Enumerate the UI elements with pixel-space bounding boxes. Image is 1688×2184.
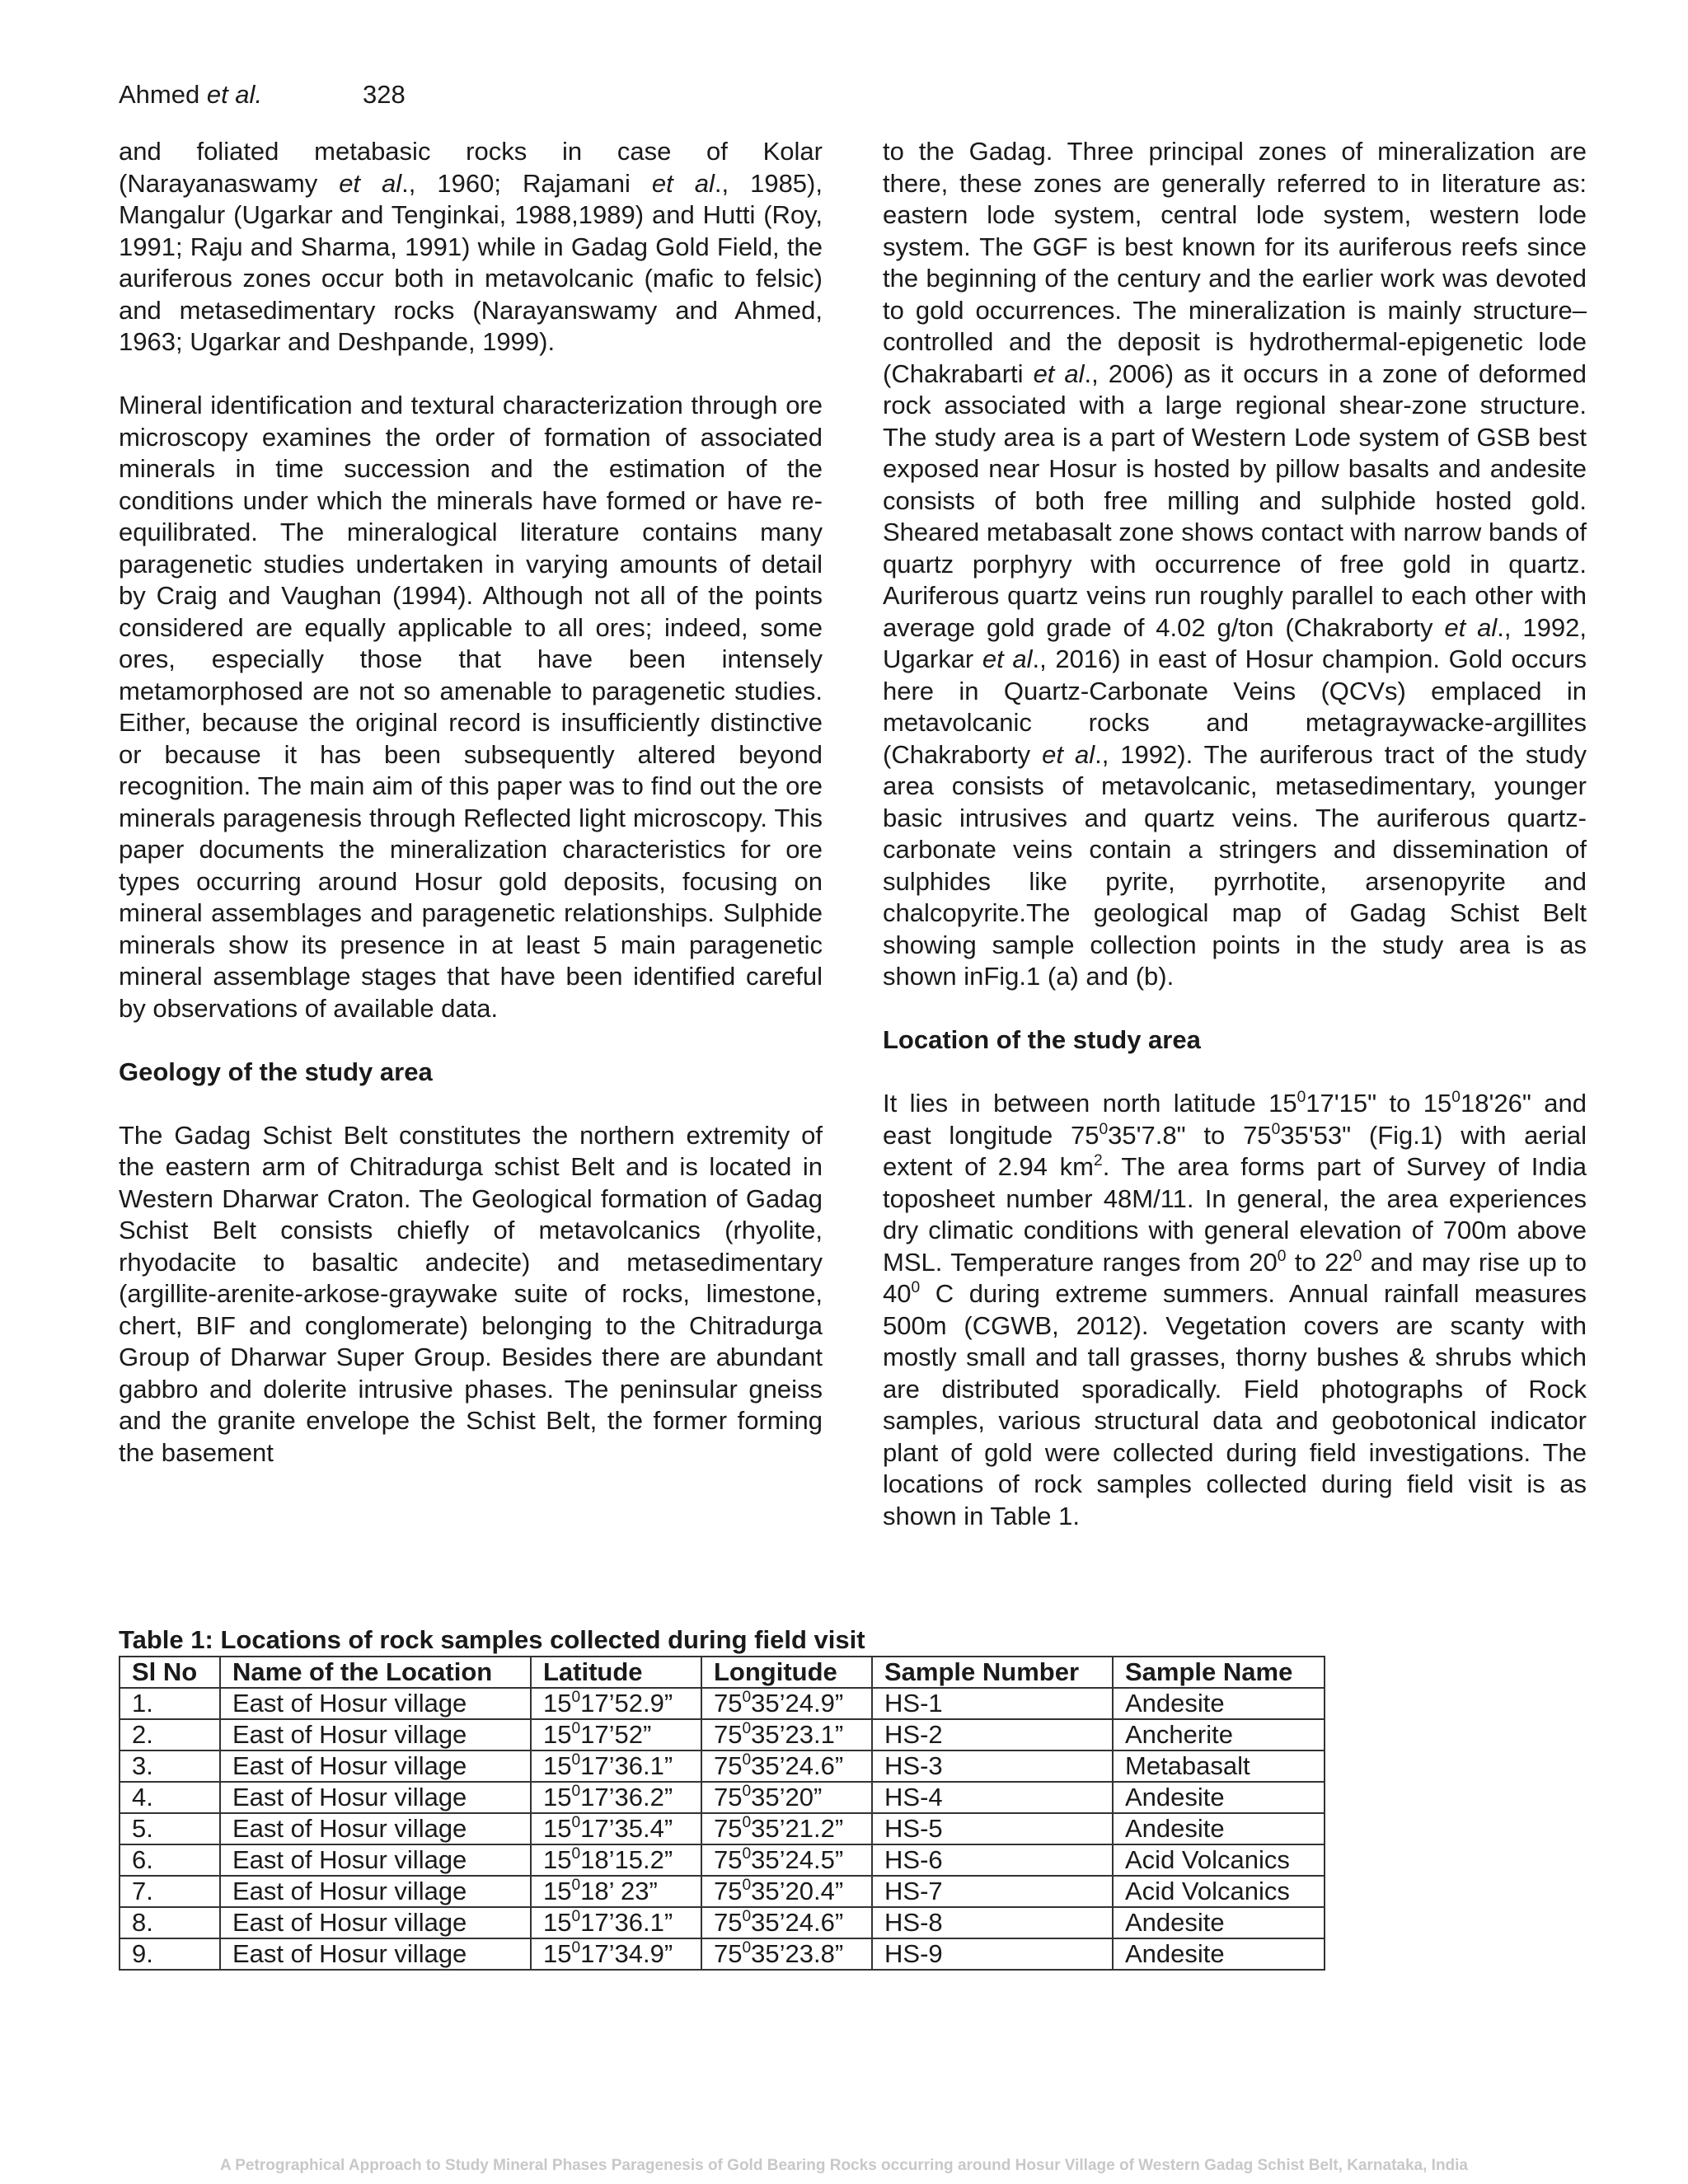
cell-location: East of Hosur village: [220, 1938, 531, 1970]
cell-longitude: $75^035’24.9$”: [701, 1688, 872, 1719]
italic-text: et al: [339, 168, 402, 198]
column-header: Longitude: [701, 1657, 872, 1688]
italic-text: et al: [1042, 739, 1095, 769]
cell-sl-no: 3.: [120, 1750, 220, 1782]
cell-sl-no: 8.: [120, 1907, 220, 1938]
right-paragraph-1: to the Gadag. Three principal zones of mineralization are there, these zones are generally referred to in literature as: eastern lode system, central lode system, western lode system. The GGF is best known for its auriferous reefs since the beginning of the century and the earlier work was devoted to gold occurrences. The mineralization is mainly structure–controlled and the deposit is hydrothermal-epigenetic lode (Chakrabarti et al., 2006) as it occurs in a zone of deformed rock associated with a large regional shear-zone structure. The study area is a part of Western Lode system of GSB best exposed near Hosur is hosted by pillow basalts and andesite consists of both free milling and sulphide hosted gold. Sheared metabasalt zone shows contact with narrow bands of quartz porphyry with occurrence of free gold in quartz. Auriferous quartz veins run roughly parallel to each other with average gold grade of 4.02 g/ton (Chakraborty et al., 1992, Ugarkar et al., 2016) in east of Hosur champion. Gold occurs here in Quartz-Carbonate Veins (QCVs) emplaced in metavolcanic rocks and metagraywacke-argillites (Chakraborty et al., 1992). The auriferous tract of the study area consists of metavolcanic, metasedimentary, younger basic intrusives and quartz veins. The auriferous quartz-carbonate veins contain a stringers and dissemination of sulphides like pyrite, pyrrhotite, arsenopyrite and chalcopyrite.The geological map of Gadag Schist Belt showing sample collection points in the study area is as shown inFig.1 (a) and (b).: [883, 137, 1587, 991]
column-header: Sample Number: [872, 1657, 1113, 1688]
left-column: [119, 136, 823, 1469]
superscript: 0: [1271, 1120, 1281, 1138]
cell-location: East of Hosur village: [220, 1688, 531, 1719]
table-1: [119, 1625, 1325, 1971]
column-header: Sl No: [120, 1657, 220, 1688]
left-paragraph-1: and foliated metabasic rocks in case of Kolar (Narayanaswamy et al., 1960; Rajamani et al., 1985), Mangalur (Ugarkar and Tenginkai, 1988,1989) and Hutti (Roy, 1991; Raju and Sharma, 1991) while in Gadag Gold Field, the auriferous zones occur both in metavolcanic (mafic to felsic) and metasedimentary rocks (Narayanswamy and Ahmed, 1963; Ugarkar and Deshpande, 1999).: [119, 137, 823, 356]
cell-sl-no: 2.: [120, 1719, 220, 1750]
cell-longitude: $75^035’21.2$”: [701, 1813, 872, 1844]
cell-location: East of Hosur village: [220, 1782, 531, 1813]
italic-text: et al: [982, 644, 1033, 673]
cell-sample-number: HS-8: [872, 1907, 1113, 1938]
cell-sample-number: HS-3: [872, 1750, 1113, 1782]
italic-text: et al: [1444, 612, 1498, 642]
cell-sample-number: HS-2: [872, 1719, 1113, 1750]
cell-sample-name: Acid Volcanics: [1113, 1876, 1325, 1907]
cell-sample-name: Andesite: [1113, 1782, 1325, 1813]
cell-latitude: $15^017’52$”: [531, 1719, 701, 1750]
cell-sample-number: HS-5: [872, 1813, 1113, 1844]
table-header-row: [120, 1657, 1325, 1688]
cell-latitude: $15^018$’ 23”: [531, 1876, 701, 1907]
cell-location: East of Hosur village: [220, 1719, 531, 1750]
cell-sl-no: 4.: [120, 1782, 220, 1813]
superscript: 0: [1099, 1120, 1109, 1138]
cell-longitude: $75^035’20$”: [701, 1782, 872, 1813]
cell-sample-name: Andesite: [1113, 1938, 1325, 1970]
superscript: 0: [1353, 1247, 1362, 1265]
cell-sl-no: 1.: [120, 1688, 220, 1719]
right-column: [883, 136, 1587, 1532]
table-row: [120, 1688, 1325, 1719]
cell-sample-number: HS-1: [872, 1688, 1113, 1719]
cell-sample-name: Acid Volcanics: [1113, 1844, 1325, 1876]
cell-latitude: $15^017’36.1$”: [531, 1907, 701, 1938]
cell-sample-number: HS-6: [872, 1844, 1113, 1876]
cell-latitude: $15^018’15.2$”: [531, 1844, 701, 1876]
cell-sample-number: HS-9: [872, 1938, 1113, 1970]
left-paragraph-3: The Gadag Schist Belt constitutes the northern extremity of the eastern arm of Chitradurga schist Belt and is located in Western Dharwar Craton. The Geological formation of Gadag Schist Belt consists chiefly of metavolcanics (rhyolite, rhyodacite to basaltic andecite) and metasedimentary (argillite-arenite-arkose-graywake suite of rocks, limestone, chert, BIF and conglomerate) belonging to the Chitradurga Group of Dharwar Super Group. Besides there are abundant gabbro and dolerite intrusive phases. The peninsular gneiss and the granite envelope the Schist Belt, the former forming the basement: [119, 1120, 823, 1467]
cell-sample-name: Andesite: [1113, 1813, 1325, 1844]
section-heading-location: Location of the study area: [883, 1025, 1201, 1054]
left-paragraph-2: Mineral identification and textural characterization through ore microscopy examines the order of formation of associated minerals in time succession and the estimation of the conditions under which the minerals have formed or have re-equilibrated. The mineralogical literature contains many paragenetic studies undertaken in varying amounts of detail by Craig and Vaughan (1994). Although not all of the points considered are equally applicable to all ores; indeed, some ores, especially those that have been intensely metamorphosed are not so amenable to paragenetic studies. Either, because the original record is insufficiently distinctive or because it has been subsequently altered beyond recognition. The main aim of this paper was to find out the ore minerals paragenesis through Reflected light microscopy. This paper documents the mineralization characteristics for ore types occurring around Hosur gold deposits, focusing on mineral assemblages and paragenetic relationships. Sulphide minerals show its presence in at least 5 main paragenetic mineral assemblage stages that have been identified careful by observations of available data.: [119, 391, 823, 1023]
cell-location: East of Hosur village: [220, 1844, 531, 1876]
cell-location: East of Hosur village: [220, 1907, 531, 1938]
superscript: 0: [1451, 1089, 1461, 1107]
cell-sample-number: HS-7: [872, 1876, 1113, 1907]
cell-latitude: $15^017’36.1$”: [531, 1750, 701, 1782]
table-body: [120, 1688, 1325, 1970]
table-row: [120, 1844, 1325, 1876]
table-row: [120, 1938, 1325, 1970]
cell-sl-no: 7.: [120, 1876, 220, 1907]
cell-sl-no: 9.: [120, 1938, 220, 1970]
cell-latitude: $15^017’36.2$”: [531, 1782, 701, 1813]
cell-sample-number: HS-4: [872, 1782, 1113, 1813]
cell-sl-no: 5.: [120, 1813, 220, 1844]
cell-longitude: $75^035’23.1$”: [701, 1719, 872, 1750]
section-heading-geology: Geology of the study area: [119, 1057, 433, 1086]
italic-text: et al: [1033, 359, 1085, 388]
cell-sl-no: 6.: [120, 1844, 220, 1876]
header-etal: et al.: [206, 80, 263, 109]
cell-latitude: $15^017’35.4$”: [531, 1813, 701, 1844]
table-row: [120, 1907, 1325, 1938]
table-row: [120, 1719, 1325, 1750]
column-header: Name of the Location: [220, 1657, 531, 1688]
cell-longitude: $75^035’24.6$”: [701, 1907, 872, 1938]
cell-location: East of Hosur village: [220, 1750, 531, 1782]
column-header: Latitude: [531, 1657, 701, 1688]
page-number: 328: [363, 80, 406, 109]
column-header: Sample Name: [1113, 1657, 1325, 1688]
cell-sample-name: Ancherite: [1113, 1719, 1325, 1750]
cell-longitude: $75^035’24.5$”: [701, 1844, 872, 1876]
cell-latitude: $15^017’52.9$”: [531, 1688, 701, 1719]
table-row: [120, 1813, 1325, 1844]
running-footer: A Petrographical Approach to Study Mineral Phases Paragenesis of Gold Bearing Rocks occurring around Hosur Village of Western Gadag Schist Belt, Karnataka, India: [219, 2157, 1469, 2174]
superscript: 0: [911, 1279, 921, 1297]
table-row: [120, 1876, 1325, 1907]
cell-sample-name: Andesite: [1113, 1688, 1325, 1719]
superscript: 2: [1094, 1152, 1103, 1170]
right-paragraph-2: It lies in between north latitude $15^017'15$" to $15^018'26$" and east longitude $75^035'7.8$" to $75^035'53$" (Fig.1) with aerial extent of 2.94 $km^2$. The area forms part of Survey of India toposheet number 48M/11. In general, the area experiences dry climatic conditions with general elevation of 700m above MSL. Temperature ranges from $20^0$ to $22^0$ and may rise up to $40^0$ C during extreme summers. Annual rainfall measures 500m (CGWB, 2012). Vegetation covers are scanty with mostly small and tall grasses, thorny bushes & shrubs which are distributed sporadically. Field photographs of Rock samples, various structural data and geobotonical indicator plant of gold were collected during field investigations. The locations of rock samples collected during field visit is as shown in Table 1.: [883, 1089, 1587, 1530]
cell-longitude: $75^035’23.8$”: [701, 1938, 872, 1970]
running-header: [119, 78, 406, 111]
italic-text: et al: [651, 168, 715, 198]
superscript: 0: [1277, 1247, 1287, 1265]
cell-sample-name: Andesite: [1113, 1907, 1325, 1938]
table-row: [120, 1750, 1325, 1782]
header-author: Ahmed: [119, 80, 207, 109]
cell-longitude: $75^035’24.6$”: [701, 1750, 872, 1782]
cell-latitude: $15^017’34.9$”: [531, 1938, 701, 1970]
cell-sample-name: Metabasalt: [1113, 1750, 1325, 1782]
superscript: 0: [1296, 1089, 1306, 1107]
cell-longitude: $75^035’20.4$”: [701, 1876, 872, 1907]
sample-locations-table: [119, 1656, 1325, 1971]
cell-location: East of Hosur village: [220, 1813, 531, 1844]
table-row: [120, 1782, 1325, 1813]
cell-location: East of Hosur village: [220, 1876, 531, 1907]
table-title: Table 1: Locations of rock samples collected during field visit: [119, 1625, 865, 1654]
